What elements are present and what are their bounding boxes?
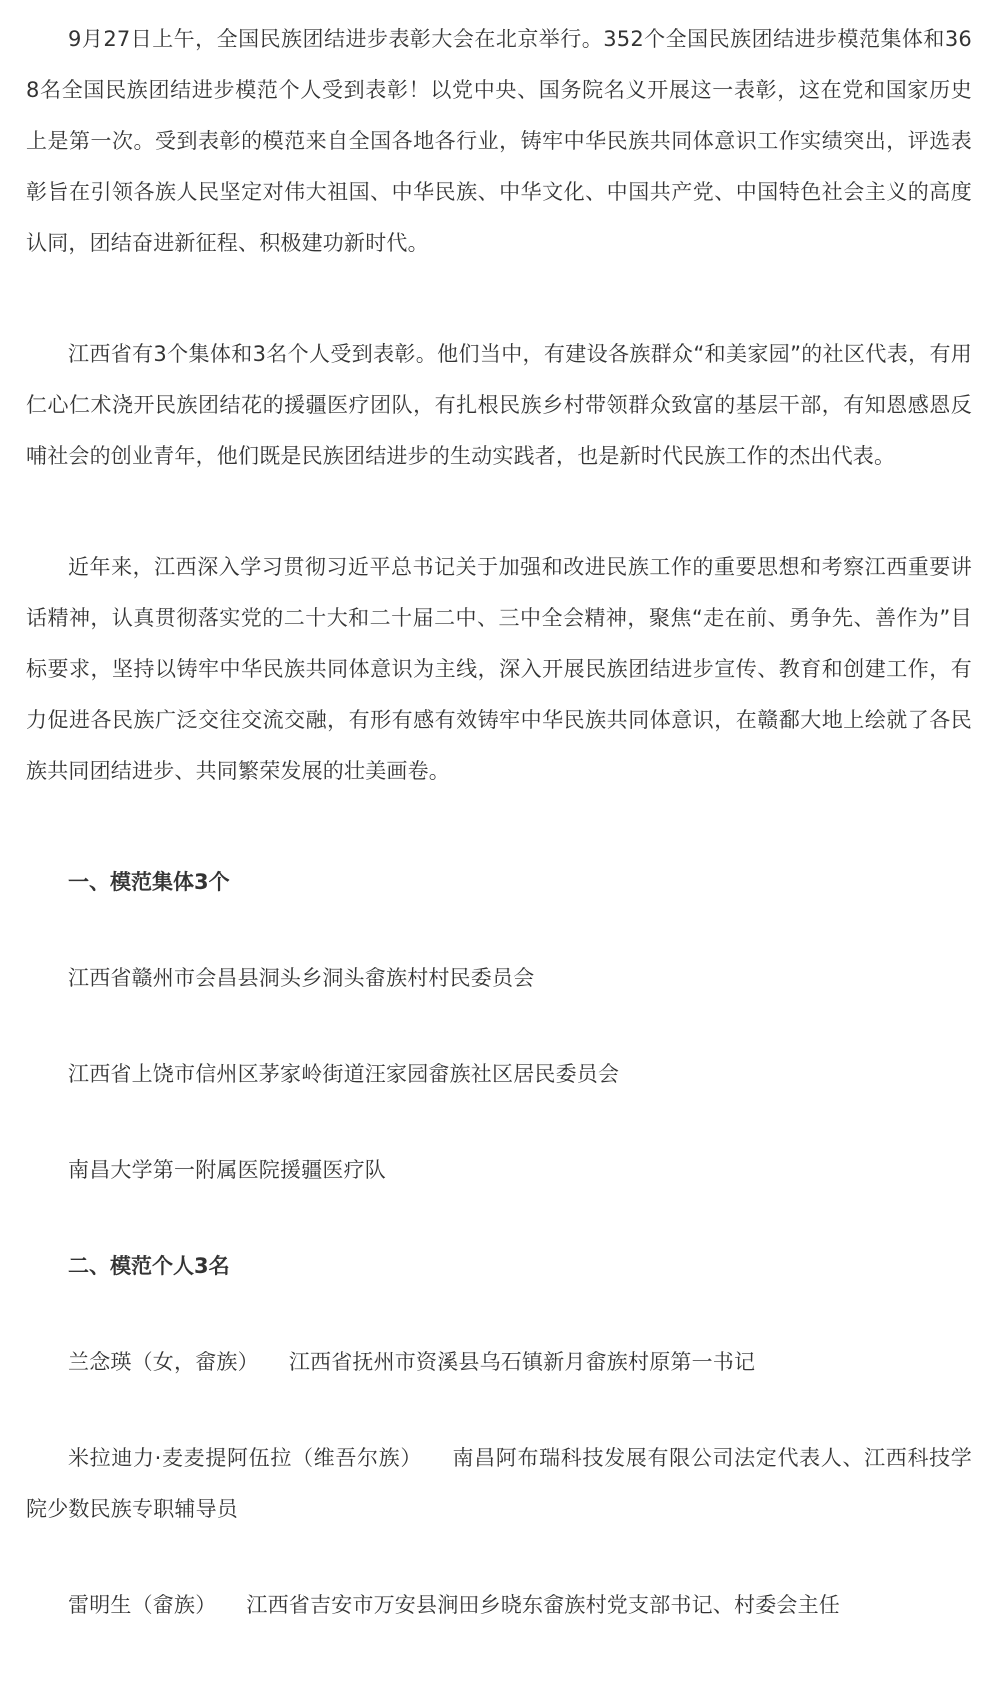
paragraph-jiangxi-honorees: 江西省有3个集体和3名个人受到表彰。他们当中，有建设各族群众“和美家园”的社区代表，有用仁心仁术浇开民族团结花的援疆医疗团队，有扎根民族乡村带领群众致富的基层干部，有知恩感恩反哺社会的创业青年，他们既是民族团结进步的生动实践者，也是新时代民族工作的杰出代表。 <box>26 342 972 468</box>
collective-item: 江西省上饶市信州区茅家岭街道汪家园畲族社区居民委员会 <box>68 1062 620 1086</box>
section-title-individuals: 二、模范个人3名 <box>68 1254 230 1278</box>
collective-item: 南昌大学第一附属医院援疆医疗队 <box>68 1158 386 1182</box>
individual-name: 米拉迪力·麦麦提阿伍拉（维吾尔族） <box>68 1446 422 1470</box>
collective-item: 江西省赣州市会昌县洞头乡洞头畲族村村民委员会 <box>68 966 535 990</box>
individual-role: 江西省抚州市资溪县乌石镇新月畲族村原第一书记 <box>288 1350 756 1374</box>
individual-role: 江西省吉安市万安县涧田乡晓东畲族村党支部书记、村委会主任 <box>246 1593 841 1617</box>
individual-item <box>26 1337 972 1388</box>
individual-role: 南昌阿布瑞科技发展有限公司法定代表人、江西科技学院少数民族专职辅导员 <box>26 1446 972 1521</box>
individual-name: 雷明生（畲族） <box>68 1593 217 1617</box>
individual-name: 兰念瑛（女，畲族） <box>68 1350 259 1374</box>
paragraph-jiangxi-work: 近年来，江西深入学习贯彻习近平总书记关于加强和改进民族工作的重要思想和考察江西重要讲话精神，认真贯彻落实党的二十大和二十届二中、三中全会精神，聚焦“走在前、勇争先、善作为”目标要求，坚持以铸牢中华民族共同体意识为主线，深入开展民族团结进步宣传、教育和创建工作，有力促进各民族广泛交往交流交融，有形有感有效铸牢中华民族共同体意识，在赣鄱大地上绘就了各民族共同团结进步、共同繁荣发展的壮美画卷。 <box>26 555 972 783</box>
paragraph-intro: 9月27日上午，全国民族团结进步表彰大会在北京举行。352个全国民族团结进步模范集体和368名全国民族团结进步模范个人受到表彰！以党中央、国务院名义开展这一表彰，这在党和国家历史上是第一次。受到表彰的模范来自全国各地各行业，铸牢中华民族共同体意识工作实绩突出，评选表彰旨在引领各族人民坚定对伟大祖国、中华民族、中华文化、中国共产党、中国特色社会主义的高度认同，团结奋进新征程、积极建功新时代。 <box>26 27 972 255</box>
individual-item <box>26 1580 972 1631</box>
section-title-collectives: 一、模范集体3个 <box>68 870 230 894</box>
individual-item <box>26 1433 972 1535</box>
